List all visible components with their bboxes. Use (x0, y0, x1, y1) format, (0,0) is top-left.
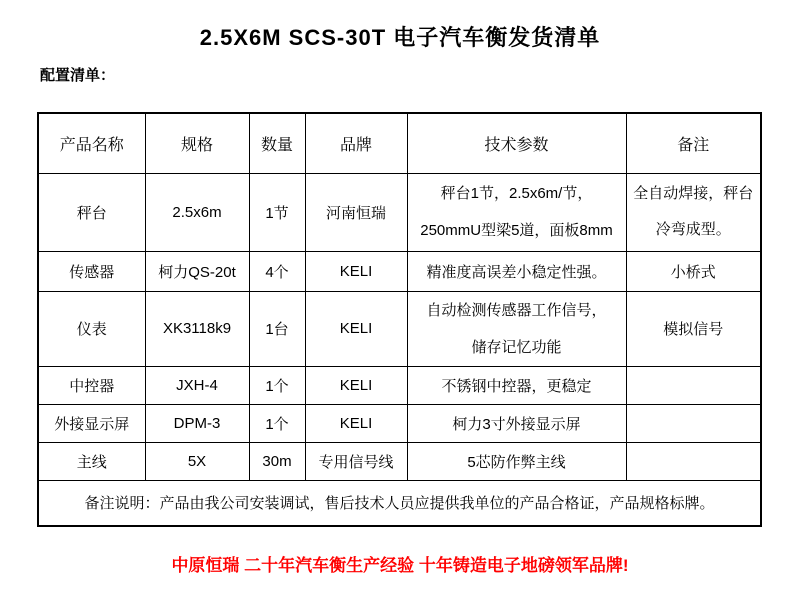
cell-spec: XK3118k9 (145, 291, 249, 366)
shipping-list-table (37, 112, 762, 527)
header-qty: 数量 (249, 113, 305, 173)
table-row (38, 366, 761, 404)
cell-qty: 1台 (249, 291, 305, 366)
cell-brand: 河南恒瑞 (305, 173, 407, 251)
table-row (38, 442, 761, 480)
cell-tech (407, 173, 626, 251)
cell-note (626, 173, 761, 251)
page-title: 2.5X6M SCS-30T 电子汽车衡发货清单 (199, 25, 601, 50)
cell-qty: 1节 (249, 173, 305, 251)
table-header-row (38, 113, 761, 173)
cell-tech (407, 291, 626, 366)
table-row (38, 291, 761, 366)
cell-brand: KELI (305, 404, 407, 442)
cell-qty: 30m (249, 442, 305, 480)
cell-brand: KELI (305, 251, 407, 291)
header-product: 产品名称 (38, 113, 145, 173)
cell-note (626, 404, 761, 442)
remark-text: 备注说明：产品由我公司安装调试，售后技术人员应提供我单位的产品合格证，产品规格标牌。 (38, 480, 761, 526)
cell-spec: 2.5x6m (145, 173, 249, 251)
cell-spec: 柯力QS-20t (145, 251, 249, 291)
cell-note (626, 366, 761, 404)
cell-brand: KELI (305, 366, 407, 404)
table-row (38, 251, 761, 291)
tech-line: 秤台1节，2.5x6m/节， (440, 185, 593, 202)
cell-note: 小桥式 (626, 251, 761, 291)
cell-tech: 精准度高误差小稳定性强。 (407, 251, 626, 291)
table-remark-row (38, 480, 761, 526)
cell-product: 主线 (38, 442, 145, 480)
table-row (38, 404, 761, 442)
cell-tech: 柯力3寸外接显示屏 (407, 404, 626, 442)
header-tech: 技术参数 (407, 113, 626, 173)
cell-tech: 5芯防作弊主线 (407, 442, 626, 480)
cell-qty: 1个 (249, 404, 305, 442)
cell-product: 外接显示屏 (38, 404, 145, 442)
tech-line: 储存记忆功能 (471, 338, 562, 356)
config-list-label: 配置清单： (40, 67, 116, 84)
header-spec: 规格 (145, 113, 249, 173)
cell-note: 模拟信号 (626, 291, 761, 366)
cell-tech: 不锈钢中控器，更稳定 (407, 366, 626, 404)
cell-spec: 5X (145, 442, 249, 480)
cell-spec: DPM-3 (145, 404, 249, 442)
cell-note (626, 442, 761, 480)
cell-qty: 4个 (249, 251, 305, 291)
header-brand: 品牌 (305, 113, 407, 173)
brand-slogan: 中原恒瑞 二十年汽车衡生产经验 十年铸造电子地磅领军品牌! (171, 556, 629, 575)
cell-spec: JXH-4 (145, 366, 249, 404)
tech-line: 250mmU型梁5道，面板8mm (420, 222, 613, 239)
cell-product: 传感器 (38, 251, 145, 291)
header-note: 备注 (626, 113, 761, 173)
cell-product: 秤台 (38, 173, 145, 251)
cell-product: 仪表 (38, 291, 145, 366)
table-row (38, 173, 761, 251)
cell-qty: 1个 (249, 366, 305, 404)
cell-brand: KELI (305, 291, 407, 366)
tech-line: 自动检测传感器工作信号， (426, 301, 607, 319)
note-text: 全自动焊接，秤台冷弯成型。 (633, 185, 754, 238)
cell-brand: 专用信号线 (305, 442, 407, 480)
cell-product: 中控器 (38, 366, 145, 404)
